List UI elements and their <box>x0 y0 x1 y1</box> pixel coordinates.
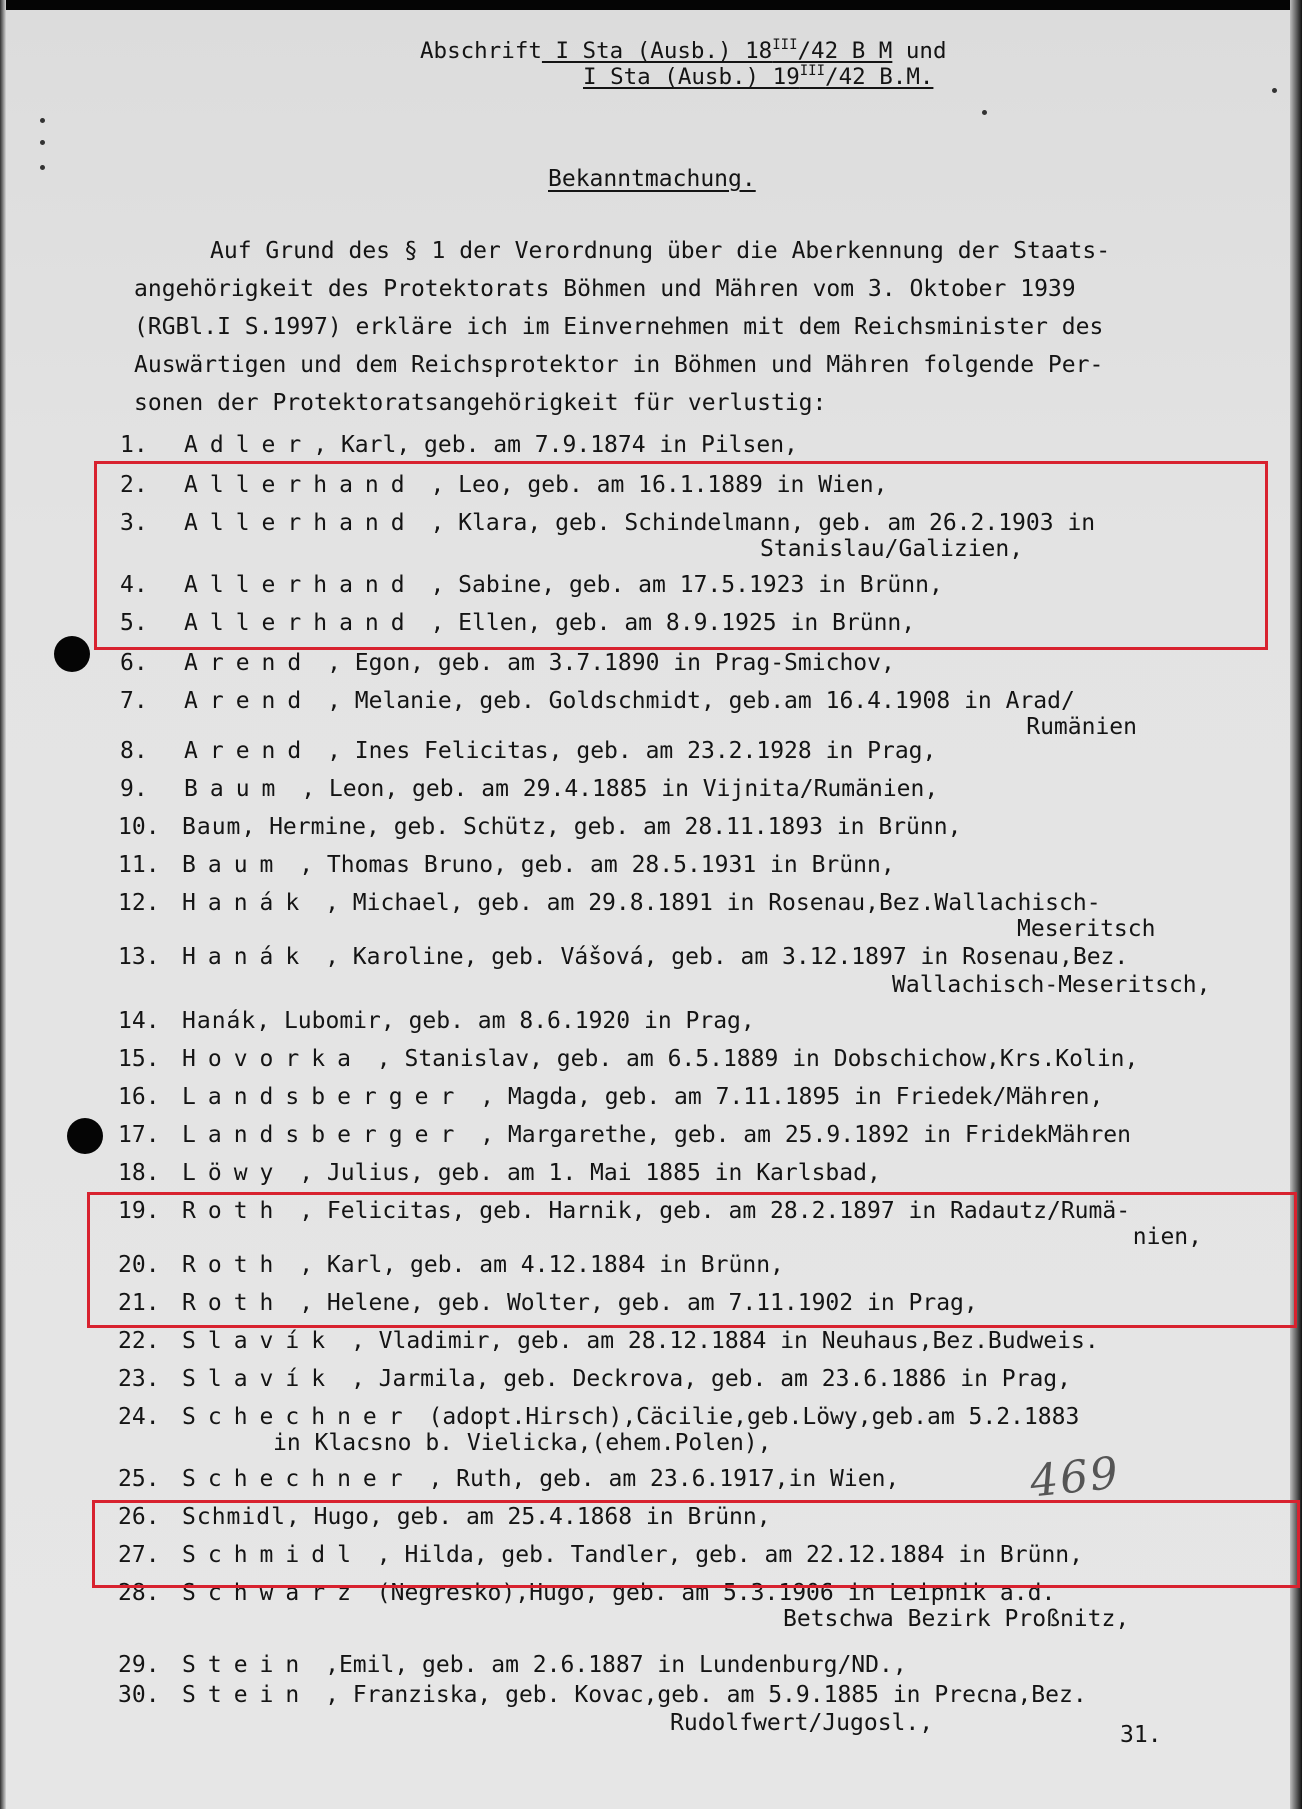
entry-surname: Landsberger <box>182 1122 467 1148</box>
entry-number: 16. <box>118 1084 160 1110</box>
entry-details: , Magda, geb. am 7.11.1895 in Friedek/Mähren, <box>466 1084 1104 1110</box>
entry-details: , Thomas Bruno, geb. am 28.5.1931 in Brünn, <box>285 852 895 878</box>
entry-surname: Adler <box>184 432 314 458</box>
entry-surname: Schwarz <box>182 1580 363 1606</box>
entry-number: 7. <box>120 688 148 714</box>
entry-number: 14. <box>118 1008 160 1034</box>
document-title: Bekanntmachung. <box>548 166 756 192</box>
entry-details: , Lubomir, geb. am 8.6.1920 in Prag, <box>256 1008 755 1034</box>
entry-details: , Karoline, geb. Vášová, geb. am 3.12.1897 in Rosenau,Bez. <box>311 944 1129 970</box>
entry-surname: Roth <box>182 1252 286 1278</box>
entry-number: 27. <box>118 1542 160 1568</box>
entry-details: , Karl, geb. am 7.9.1874 in Pilsen, <box>313 432 798 458</box>
entry-continuation: Stanislau/Galizien, <box>760 536 1024 562</box>
intro-line: (RGBl.I S.1997) erkläre ich im Einvernehmen mit dem Reichsminister des <box>134 314 1104 340</box>
entry-surname: Hovorka <box>182 1046 363 1072</box>
entry-number: 24. <box>118 1404 160 1430</box>
entry-number: 10. <box>118 814 160 840</box>
intro-line: angehörigkeit des Protektorats Böhmen und Mähren vom 3. Oktober 1939 <box>134 276 1076 302</box>
entry-details: , Felicitas, geb. Harnik, geb. am 28.2.1897 in Radautz/Rumä- <box>285 1198 1131 1224</box>
list-item <box>120 944 1128 970</box>
entry-details: , Michael, geb. am 29.8.1891 in Rosenau,Bez.Wallachisch- <box>311 890 1101 916</box>
entry-surname: Hanák <box>182 890 312 916</box>
entry-details: (adopt.Hirsch),Cäcilie,geb.Löwy,geb.am 5.2.1883 <box>414 1404 1080 1430</box>
entry-details: , Ellen, geb. am 8.9.1925 in Brünn, <box>416 610 916 636</box>
entry-number: 23. <box>118 1366 160 1392</box>
entry-details: , Leo, geb. am 16.1.1889 in Wien, <box>416 472 888 498</box>
entry-continuation: Meseritsch <box>1017 916 1156 942</box>
entry-number: 28. <box>118 1580 160 1606</box>
reference-header <box>420 38 947 90</box>
scan-speck <box>40 118 45 123</box>
highlight-box-allerhand <box>94 461 1268 650</box>
list-item <box>120 1682 1087 1708</box>
entry-surname: Stein <box>182 1682 312 1708</box>
intro-line: Auf Grund des § 1 der Verordnung über die Aberkennung der Staats- <box>210 238 1111 264</box>
scan-speck <box>1272 88 1277 93</box>
entry-surname: Schechner <box>182 1404 415 1430</box>
entry-surname: Stein <box>182 1652 312 1678</box>
entry-surname: Landsberger <box>182 1084 467 1110</box>
reference-number-2: I Sta (Ausb.) $19^{III}/42$ B.M. <box>583 63 934 90</box>
entry-number: 25. <box>118 1466 160 1492</box>
entry-number: 18. <box>118 1160 160 1186</box>
entry-surname: Baum <box>182 852 286 878</box>
entry-number: 11. <box>118 852 160 878</box>
list-item <box>120 432 798 458</box>
punch-hole-bottom <box>67 1118 103 1154</box>
entry-details: , Hilda, geb. Tandler, geb. am 22.12.1884 in Brünn, <box>362 1542 1083 1568</box>
highlight-box-roth <box>87 1192 1297 1328</box>
list-item <box>120 688 1075 714</box>
scan-speck <box>40 165 45 170</box>
entry-continuation: Rumänien <box>1026 714 1137 740</box>
entry-continuation: Rudolfwert/Jugosl., <box>670 1710 934 1736</box>
entry-details: , Stanislav, geb. am 6.5.1889 in Dobschichow,Krs.Kolin, <box>362 1046 1139 1072</box>
entry-continuation: in Klacsno b. Vielicka,(ehem.Polen), <box>273 1430 772 1456</box>
entry-details: , Helene, geb. Wolter, geb. am 7.11.1902 in Prag, <box>285 1290 978 1316</box>
entry-details: , Karl, geb. am 4.12.1884 in Brünn, <box>285 1252 784 1278</box>
entry-number: 5. <box>120 610 148 636</box>
entry-surname: Allerhand <box>184 510 417 536</box>
list-item <box>120 1084 1103 1110</box>
entry-number: 26. <box>118 1504 160 1530</box>
entry-number: 8. <box>120 738 148 764</box>
entry-number: 3. <box>120 510 148 536</box>
entry-number: 4. <box>120 572 148 598</box>
entry-details: , Klara, geb. Schindelmann, geb. am 26.2.1903 in <box>416 510 1096 536</box>
entry-details: , Melanie, geb. Goldschmidt, geb.am 16.4.1908 in Arad/ <box>313 688 1075 714</box>
list-item <box>120 1652 907 1678</box>
list-item <box>120 1122 1131 1148</box>
entry-details: , Julius, geb. am 1. Mai 1885 in Karlsbad, <box>285 1160 881 1186</box>
entry-continuation: nien, <box>1132 1224 1202 1250</box>
entry-number: 15. <box>118 1046 160 1072</box>
entry-continuation: Wallachisch-Meseritsch, <box>892 972 1211 998</box>
entry-details: , Hugo, geb. am 25.4.1868 in Brünn, <box>285 1504 771 1530</box>
entry-surname: Schechner <box>182 1466 415 1492</box>
entry-surname: Allerhand <box>184 610 417 636</box>
entry-number: 21. <box>118 1290 160 1316</box>
entry-details: , Margarethe, geb. am 25.9.1892 in FridekMähren <box>466 1122 1131 1148</box>
entry-surname: Arend <box>184 650 314 676</box>
entry-number: 13. <box>118 944 160 970</box>
entry-details: , Hermine, geb. Schütz, geb. am 28.11.1893 in Brünn, <box>241 814 962 840</box>
list-item <box>120 1008 755 1034</box>
scan-edge-top <box>0 0 1302 10</box>
scan-speck <box>40 140 45 145</box>
entry-surname: Schmidl <box>182 1542 363 1568</box>
list-item <box>120 1404 1079 1430</box>
entry-surname: Allerhand <box>184 572 417 598</box>
entry-surname: Arend <box>184 738 314 764</box>
entry-details: , Sabine, geb. am 17.5.1923 in Brünn, <box>416 572 943 598</box>
entry-number: 9. <box>120 776 148 802</box>
reference-line-1: Abschrift I Sta (Ausb.) $18^{III}/42$ B M und <box>420 37 947 64</box>
entry-details: ,Emil, geb. am 2.6.1887 in Lundenburg/ND., <box>311 1652 907 1678</box>
reference-line-2 <box>583 64 947 90</box>
entry-details: , Jarmila, geb. Deckrova, geb. am 23.6.1886 in Prag, <box>337 1366 1071 1392</box>
entry-number: 17. <box>118 1122 160 1148</box>
entry-details: , Ines Felicitas, geb. am 23.2.1928 in Prag, <box>313 738 937 764</box>
list-item <box>120 1466 899 1492</box>
list-item <box>120 1328 1099 1354</box>
entry-surname: Löwy <box>182 1160 286 1186</box>
list-item <box>120 738 936 764</box>
entry-details: (Negresko),Hugo, geb. am 5.3.1906 in Leipnik a.d. <box>362 1580 1056 1606</box>
entry-surname: Slavík <box>182 1366 338 1392</box>
entry-number: 30. <box>118 1682 160 1708</box>
entry-surname: Schmidl <box>182 1504 286 1530</box>
entry-surname: Arend <box>184 688 314 714</box>
list-item <box>120 1366 1071 1392</box>
entry-details: , Ruth, geb. am 23.6.1917,in Wien, <box>414 1466 900 1492</box>
entry-number: 2. <box>120 472 148 498</box>
page-number: 31. <box>1120 1722 1162 1748</box>
entry-number: 12. <box>118 890 160 916</box>
list-item <box>120 852 895 878</box>
scan-speck <box>982 110 987 115</box>
entry-number: 19. <box>118 1198 160 1224</box>
entry-surname: Hanák <box>182 944 312 970</box>
intro-line: sonen der Protektoratsangehörigkeit für verlustig: <box>134 390 827 416</box>
entry-surname: Allerhand <box>184 472 417 498</box>
intro-line: Auswärtigen und dem Reichsprotektor in Böhmen und Mähren folgende Per- <box>134 352 1104 378</box>
entry-surname: Slavík <box>182 1328 338 1354</box>
reference-number-1: I Sta (Ausb.) $18^{III}/42$ B M <box>541 37 893 64</box>
highlight-box-schmidl <box>92 1500 1300 1588</box>
entry-surname: Hanák <box>182 1008 257 1034</box>
list-item <box>120 1046 1138 1072</box>
entry-number: 6. <box>120 650 148 676</box>
entry-continuation: Betschwa Bezirk Proßnitz, <box>783 1606 1130 1632</box>
scan-edge-left <box>0 0 6 1809</box>
entry-number: 1. <box>120 432 148 458</box>
entry-surname: Baum <box>184 776 288 802</box>
entry-number: 20. <box>118 1252 160 1278</box>
list-item <box>120 776 938 802</box>
punch-hole-top <box>54 636 90 672</box>
list-item <box>120 890 1101 916</box>
entry-surname: Roth <box>182 1198 286 1224</box>
entry-surname: Roth <box>182 1290 286 1316</box>
list-item <box>120 814 961 840</box>
entry-details: , Franziska, geb. Kovac,geb. am 5.9.1885 in Precna,Bez. <box>311 1682 1087 1708</box>
entry-surname: Baum <box>182 814 242 840</box>
list-item <box>120 1160 881 1186</box>
handwritten-note: 469 <box>1027 1447 1123 1508</box>
entry-number: 29. <box>118 1652 160 1678</box>
entry-details: , Egon, geb. am 3.7.1890 in Prag-Smichov, <box>313 650 895 676</box>
entry-details: , Leon, geb. am 29.4.1885 in Vijnita/Rumänien, <box>287 776 939 802</box>
list-item <box>120 650 895 676</box>
entry-details: , Vladimir, geb. am 28.12.1884 in Neuhaus,Bez.Budweis. <box>337 1328 1099 1354</box>
entry-number: 22. <box>118 1328 160 1354</box>
